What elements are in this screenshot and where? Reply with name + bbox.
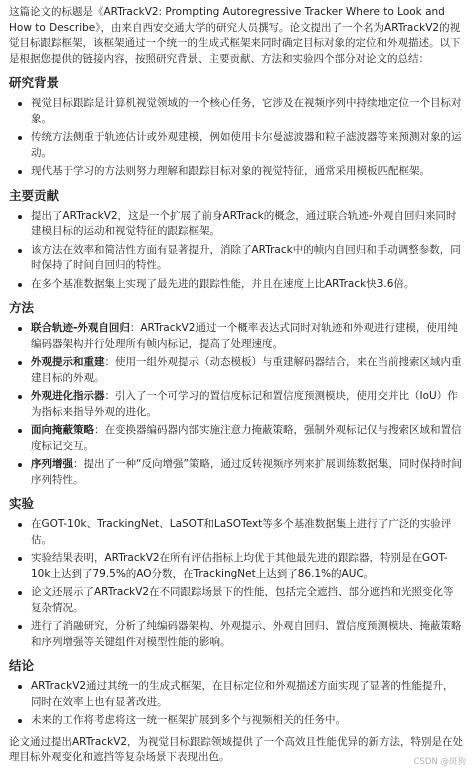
section-heading: 结论: [9, 658, 35, 673]
list-item: 实验结果表明，ARTrackV2在所有评估指标上均优于其他最先进的跟踪器，特别是在GOT-10k上达到了79.5%的AO分数，在TrackingNet上达到了86.1%的AUC。: [9, 551, 464, 582]
list-item: 在GOT-10k、TrackingNet、LaSOT和LaSOText等多个基准数据集上进行了广泛的实验评估。: [9, 517, 464, 548]
bullet-list: [9, 321, 464, 488]
bullet-list: [9, 517, 464, 650]
list-item: 提出了ARTrackV2，这是一个扩展了前身ARTrack的概念，通过联合轨迹-外观自回归来同时建模目标的运动和视觉特征的跟踪框架。: [9, 209, 464, 240]
section-heading: 研究背景: [9, 75, 60, 90]
list-item: 现代基于学习的方法则努力理解和跟踪目标对象的视觉特征，通常采用模板匹配框架。: [9, 164, 464, 180]
list-item: ARTrackV2通过其统一的生成式框架，在目标定位和外观描述方面实现了显著的性能提升，同时在效率上也有显著改进。: [9, 679, 464, 710]
section-conclusion: [9, 658, 464, 729]
section-heading: 方法: [9, 300, 35, 315]
watermark: CSDN @斑狗: [413, 757, 466, 767]
section-experiments: [9, 496, 464, 650]
bullet-list: [9, 96, 464, 180]
list-item: 进行了消融研究，分析了纯编码器架构、外观提示、外观自回归、置信度预测模块、掩蔽策略和序列增强等关键组件对模型性能的影响。: [9, 619, 464, 650]
closing-paragraph: 论文通过提出ARTrackV2，为视觉目标跟踪领域提供了一个高效且性能优异的新方法，特别是在处理目标外观变化和遮挡等复杂场景下表现出色。: [9, 735, 464, 763]
list-item: 外观提示和重建：使用一组外观提示（动态模板）与重建解码器结合，来在当前搜索区域内重建目标的外观。: [9, 355, 464, 386]
section-contributions: [9, 188, 464, 293]
list-item: 未来的工作将考虑将这一统一框架扩展到多个与视频相关的任务中。: [9, 713, 464, 729]
list-item: 外观进化指示器：引入了一个可学习的置信度标记和置信度预测模块，使用交并比（IoU）作为指标来指导外观的进化。: [9, 389, 464, 420]
list-item: 面向掩蔽策略：在变换器编码器内部实施注意力掩蔽策略，强制外观标记仅与搜索区域和置信度标记交互。: [9, 423, 464, 454]
bullet-list: [9, 679, 464, 729]
list-item: 论文还展示了ARTrackV2在不同跟踪场景下的性能，包括完全遮挡、部分遮挡和光照变化等复杂情况。: [9, 585, 464, 616]
list-item: 传统方法侧重于轨迹估计或外观建模，例如使用卡尔曼滤波器和粒子滤波器等来预测对象的运动。: [9, 130, 464, 161]
section-method: [9, 300, 464, 488]
intro-paragraph: 这篇论文的标题是《ARTrackV2: Prompting Autoregressive Tracker Where to Look and How to Describe》，由来自西安交通大学的研究人员撰写。论文提出了一个名为ARTrackV2的视觉目标跟踪框架，该框架通过一个统一的生成式框架来同时确定目标对象的定位和外观描述。以下是根据您提供的链接内容，按照研究背景、主要贡献、方法和实验四个部分对论文的总结：: [9, 6, 461, 65]
section-background: [9, 75, 464, 180]
list-item: 该方法在效率和简洁性方面有显著提升，消除了ARTrack中的帧内自回归和手动调整参数，同时保持了时间自回归的特性。: [9, 243, 464, 274]
section-heading: 实验: [9, 496, 35, 511]
list-item: 联合轨迹-外观自回归：ARTrackV2通过一个概率表达式同时对轨迹和外观进行建模，使用纯编码器架构并行处理所有帧内标记，提高了处理速度。: [9, 321, 464, 352]
list-item: 在多个基准数据集上实现了最先进的跟踪性能，并且在速度上比ARTrack快3.6倍。: [9, 277, 464, 293]
bullet-list: [9, 209, 464, 293]
section-heading: 主要贡献: [9, 187, 60, 203]
list-item: 序列增强：提出了一种“反向增强”策略，通过反转视频序列来扩展训练数据集，同时保持时间序列特性。: [9, 457, 464, 488]
list-item: 视觉目标跟踪是计算机视觉领域的一个核心任务，它涉及在视频序列中持续地定位一个目标对象。: [9, 96, 464, 127]
